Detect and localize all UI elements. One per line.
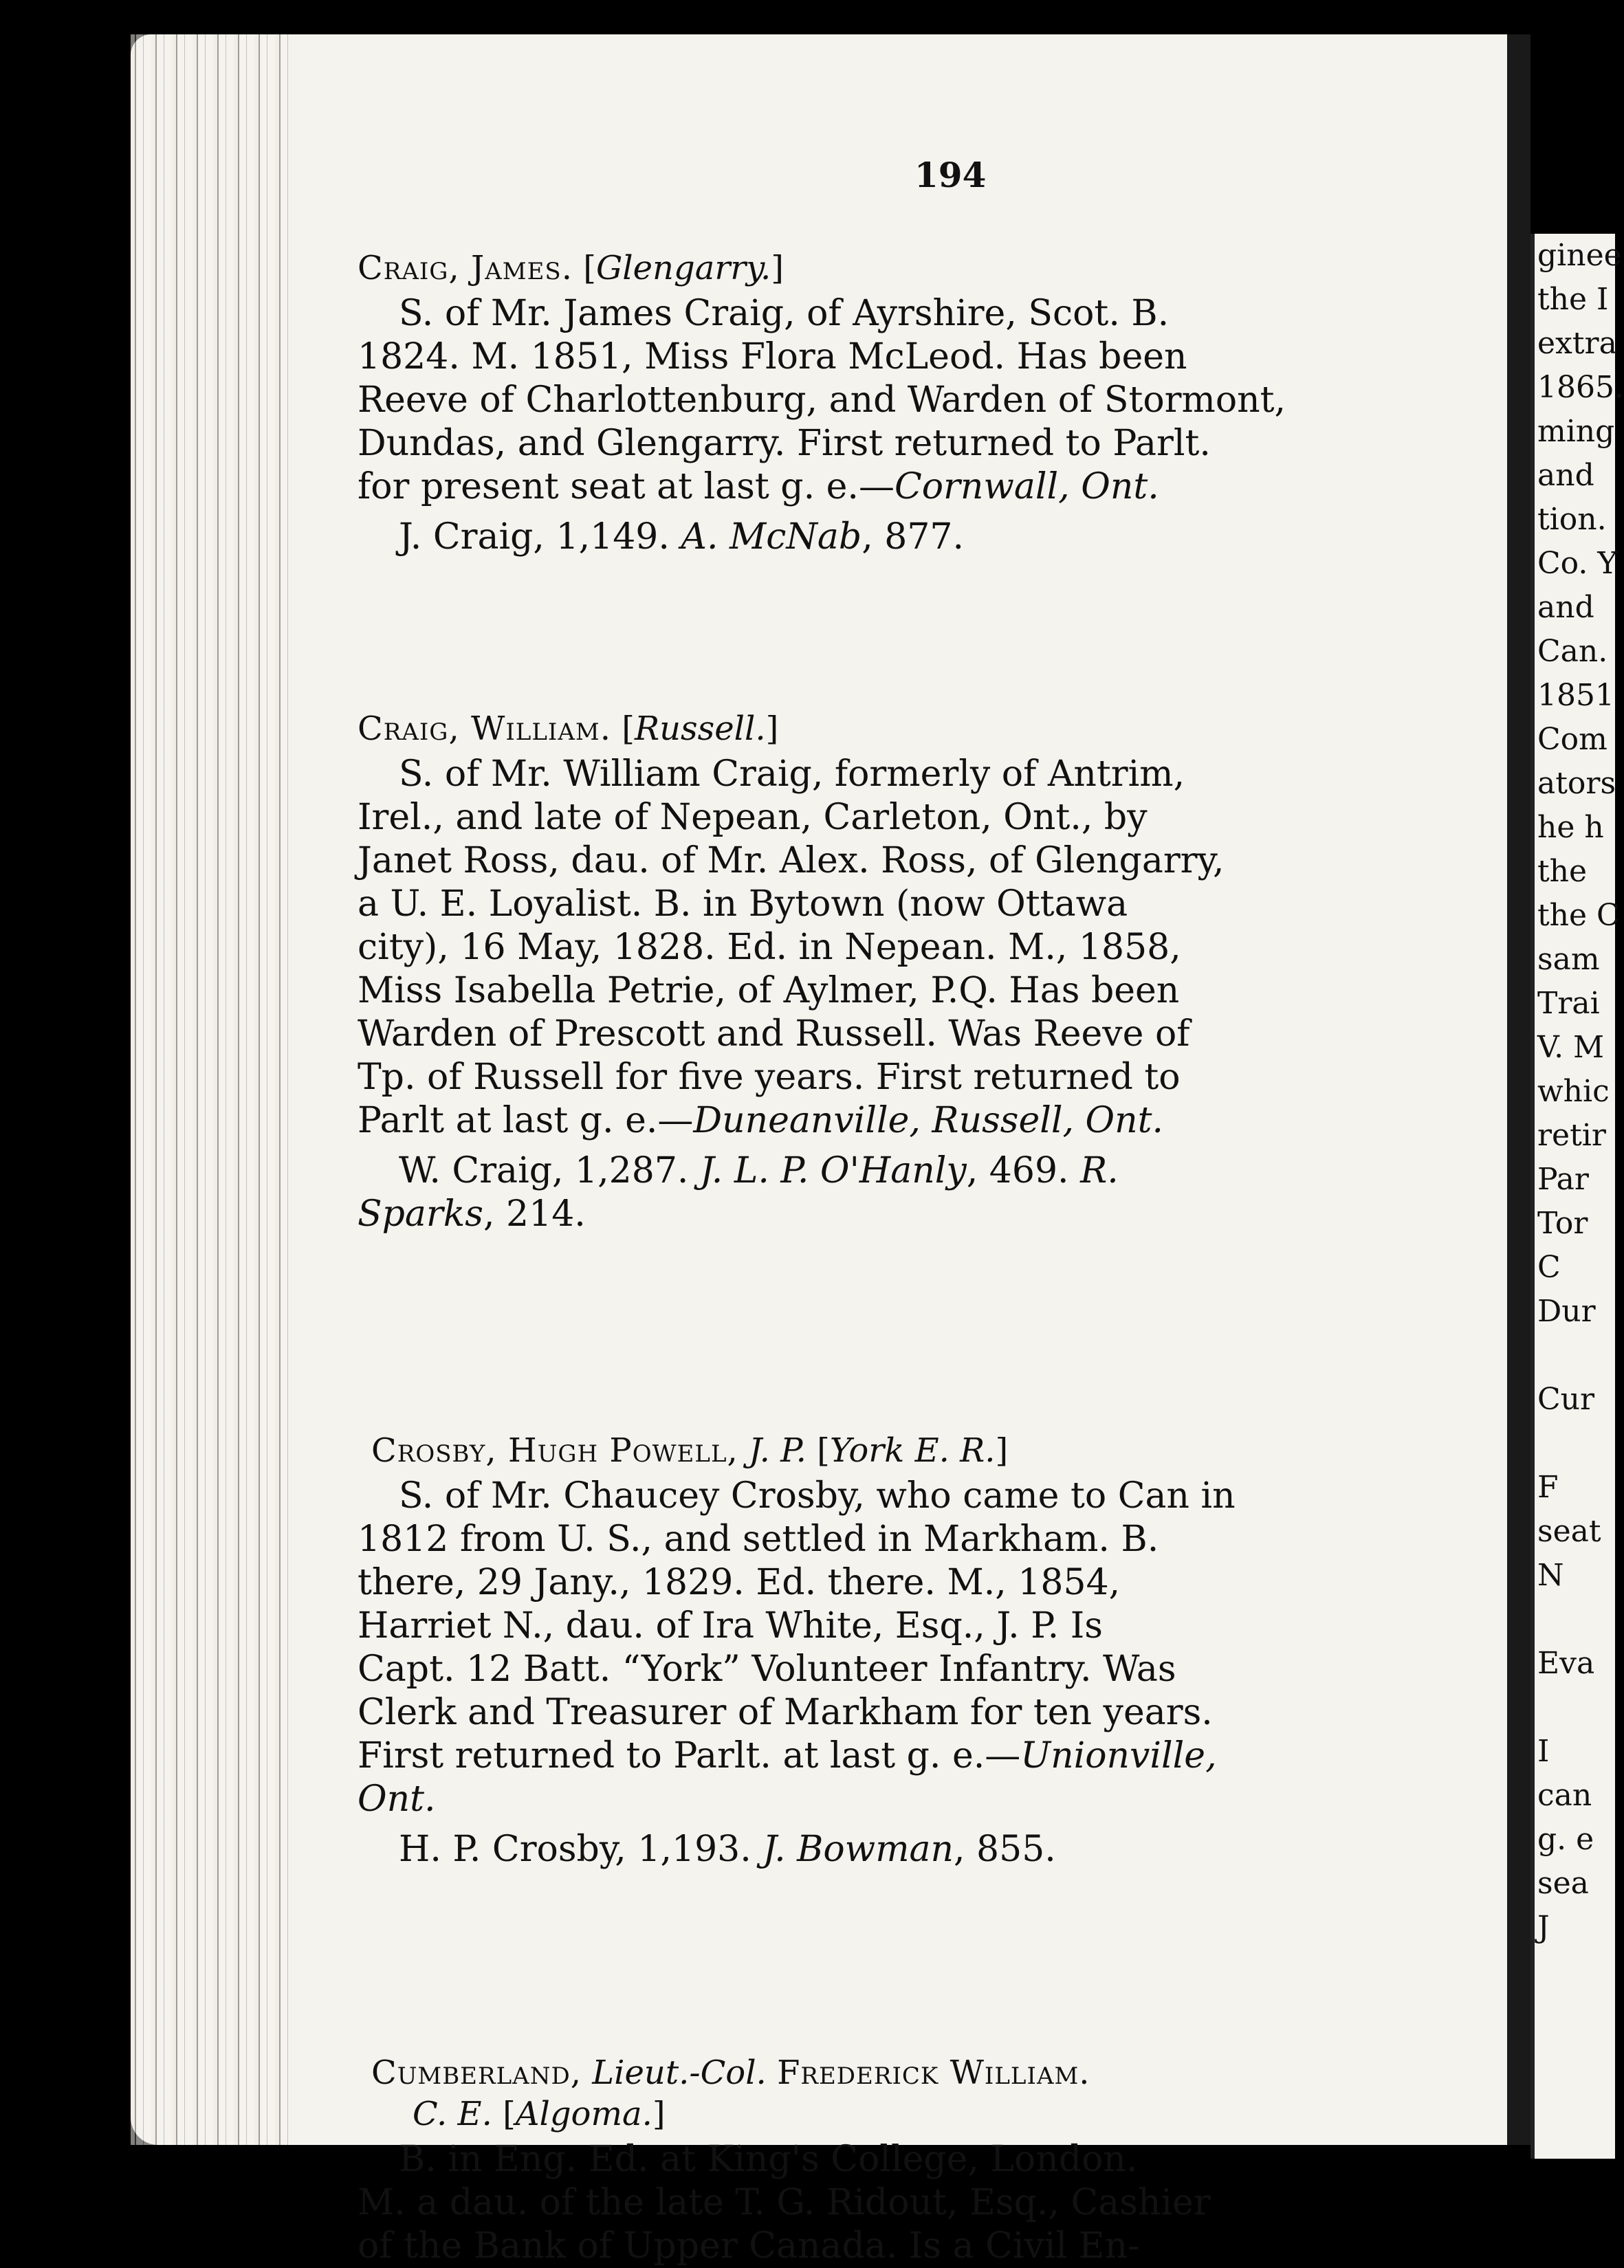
text-line	[358, 2225, 1211, 2268]
fragment-line: whic	[1537, 1074, 1610, 1109]
text-run: Janet Ross, dau. of Mr. Alex. Ross, of Glengarry,	[358, 840, 1225, 881]
text-run: Glengarry.	[595, 249, 771, 287]
text-run: Irel., and late of Nepean, Carleton, Ont., by	[358, 797, 1148, 838]
text-line	[358, 422, 1286, 465]
text-run: Unionville,	[1020, 1735, 1217, 1776]
text-run	[738, 1431, 749, 1470]
biographical-entry	[358, 2049, 1211, 2268]
text-run: S. of Mr. William Craig, formerly of Antrim,	[399, 753, 1185, 795]
text-line	[358, 839, 1225, 883]
text-run: a U. E. Loyalist. B. in Bytown (now Ottawa	[358, 883, 1128, 925]
text-line	[358, 379, 1286, 422]
text-run: Cumberland,	[371, 2054, 582, 2092]
text-run: Dundas, and Glengarry. First returned to Parlt.	[358, 423, 1211, 464]
fragment-line: Com	[1537, 722, 1607, 757]
fragment-line: J	[1537, 1910, 1550, 1945]
text-line	[358, 1605, 1236, 1648]
text-run: ]	[765, 709, 779, 748]
text-line	[358, 1056, 1225, 1099]
text-line	[358, 1735, 1236, 1778]
fragment-line: sam	[1537, 942, 1600, 977]
fragment-line	[1535, 1686, 1615, 1730]
text-line	[358, 292, 1286, 335]
fragment-line	[1535, 1598, 1615, 1642]
text-run: Algoma.	[515, 2095, 652, 2133]
text-line	[358, 926, 1225, 969]
fragment-line: C	[1537, 1250, 1561, 1285]
text-run: Ont.	[358, 1779, 436, 1820]
fragment-line: N	[1537, 1558, 1564, 1593]
fragment-line: seat	[1537, 1514, 1601, 1549]
text-line	[358, 2138, 1211, 2181]
text-run: Clerk and Treasurer of Markham for ten years.	[358, 1692, 1213, 1733]
fragment-line: F	[1537, 1470, 1559, 1505]
text-run: J. Bowman	[762, 1829, 954, 1870]
fragment-line: ming	[1537, 414, 1615, 449]
fragment-line: and	[1537, 458, 1594, 493]
text-run: Warden of Prescott and Russell. Was Reeve of	[358, 1013, 1190, 1055]
text-run: S. of Mr. James Craig, of Ayrshire, Scot. B.	[399, 293, 1170, 334]
text-line	[358, 516, 1286, 559]
text-line	[358, 465, 1286, 509]
fragment-line: 1865.	[1537, 370, 1624, 405]
text-line	[358, 1193, 1225, 1236]
fragment-line: the	[1537, 854, 1588, 889]
text-run: First returned to Parlt. at last g. e.—	[358, 1735, 1021, 1776]
page-gutter-edge	[131, 34, 289, 2145]
text-run	[582, 2054, 592, 2092]
entry-heading-continued	[358, 2090, 1211, 2138]
fragment-line: extra	[1537, 326, 1617, 361]
text-line	[358, 883, 1225, 926]
fragment-line: Cur	[1537, 1382, 1595, 1417]
entry-body	[358, 753, 1225, 1236]
fragment-line: and	[1537, 590, 1594, 625]
text-run: Frederick William.	[777, 2054, 1090, 2092]
biographical-entry	[358, 705, 1225, 1236]
text-run: [	[492, 2095, 516, 2133]
fragment-line: Eva	[1537, 1646, 1595, 1681]
fragment-line: 1851	[1537, 678, 1614, 713]
fragment-line: Par	[1537, 1162, 1589, 1197]
text-run: W. Craig, 1,287.	[399, 1150, 700, 1191]
fragment-line: Dur	[1537, 1294, 1596, 1329]
text-run: Miss Isabella Petrie, of Aylmer, P.Q. Has been	[358, 970, 1180, 1011]
text-line	[358, 1475, 1236, 1518]
fragment-line: V. M	[1537, 1030, 1605, 1065]
text-run: ]	[995, 1431, 1009, 1470]
text-run: A. McNab	[681, 516, 862, 558]
text-run	[767, 2054, 777, 2092]
text-run: of the Bank of Upper Canada. Is a Civil En-	[358, 2225, 1140, 2267]
text-line	[358, 1691, 1236, 1735]
fragment-line: ginee	[1537, 238, 1622, 273]
adjacent-page-fragment	[1530, 234, 1624, 2159]
text-run: Duneanville, Russell, Ont.	[693, 1100, 1164, 1141]
text-run: York E. R.	[829, 1431, 996, 1470]
text-line	[358, 796, 1225, 839]
text-run: C. E.	[413, 2095, 492, 2133]
text-line	[358, 1778, 1236, 1821]
text-run: Sparks	[358, 1193, 483, 1235]
adjacent-page-lines	[1535, 234, 1624, 1950]
fragment-line: Can.	[1537, 634, 1608, 669]
text-run: Tp. of Russell for five years. First returned to	[358, 1057, 1181, 1098]
fragment-line: I	[1537, 1734, 1550, 1769]
fragment-line: g. e	[1537, 1822, 1594, 1857]
text-line	[358, 1013, 1225, 1056]
fragment-line: Tor	[1537, 1206, 1588, 1241]
text-run: ]	[652, 2095, 666, 2133]
text-run: J. L. P. O'Hanly	[699, 1150, 967, 1191]
text-run: B. in Eng. Ed. at King's College, London.	[399, 2139, 1138, 2180]
text-run: for present seat at last g. e.—	[358, 466, 895, 507]
text-run: Parlt at last g. e.—	[358, 1100, 694, 1141]
text-run: Craig, William.	[358, 709, 611, 748]
text-run: Cornwall, Ont.	[894, 466, 1159, 507]
text-run: J. P.	[749, 1431, 806, 1470]
text-line	[358, 969, 1225, 1013]
text-run: city), 16 May, 1828. Ed. in Nepean. M., 1858,	[358, 927, 1181, 968]
text-line	[358, 1828, 1236, 1871]
text-line	[358, 1648, 1236, 1691]
text-run: Craig, James.	[358, 249, 573, 287]
fragment-line: tion.	[1537, 502, 1607, 537]
text-line	[358, 2181, 1211, 2225]
text-run: there, 29 Jany., 1829. Ed. there. M., 1854,	[358, 1562, 1121, 1603]
entry-body	[358, 1475, 1236, 1871]
text-run: M. a dau. of the late T. G. Ridout, Esq., Cashier	[358, 2182, 1211, 2223]
text-run: 1824. M. 1851, Miss Flora McLeod. Has been	[358, 336, 1187, 377]
entry-body	[358, 292, 1286, 559]
text-run: J. Craig, 1,149.	[399, 516, 681, 558]
text-run: ]	[771, 249, 784, 287]
fragment-line: he h	[1537, 810, 1604, 845]
text-run: Reeve of Charlottenburg, and Warden of Stormont,	[358, 379, 1286, 421]
text-run: Lieut.-Col.	[592, 2054, 767, 2092]
text-run: Russell.	[634, 709, 766, 748]
fragment-line: the I	[1537, 282, 1609, 317]
fragment-line: ators	[1537, 766, 1616, 801]
text-run: 1812 from U. S., and settled in Markham. B.	[358, 1519, 1159, 1560]
text-run: Harriet N., dau. of Ira White, Esq., J. P. Is	[358, 1605, 1103, 1647]
text-run: , 469.	[966, 1150, 1081, 1191]
text-run: [	[806, 1431, 830, 1470]
entry-heading	[358, 705, 1225, 753]
biographical-entry	[358, 244, 1286, 559]
fragment-line: the C	[1537, 898, 1620, 933]
text-line	[358, 1099, 1225, 1143]
text-run: R.	[1080, 1150, 1119, 1191]
entry-heading	[358, 244, 1286, 292]
text-line	[358, 753, 1225, 796]
fragment-line: Trai	[1537, 986, 1600, 1021]
text-run: [	[611, 709, 635, 748]
text-line	[358, 1149, 1225, 1193]
text-run: S. of Mr. Chaucey Crosby, who came to Can in	[399, 1475, 1236, 1517]
fragment-line: retir	[1537, 1118, 1606, 1153]
text-line	[358, 1518, 1236, 1561]
entry-heading	[358, 1427, 1236, 1475]
text-run: , 855.	[954, 1829, 1056, 1870]
text-line	[358, 1561, 1236, 1605]
text-run: Crosby, Hugh Powell,	[371, 1431, 738, 1470]
fragment-line: sea	[1537, 1866, 1589, 1901]
fragment-line: can	[1537, 1778, 1592, 1813]
entry-body	[358, 2138, 1211, 2268]
text-run: H. P. Crosby, 1,193.	[399, 1829, 763, 1870]
text-run: Capt. 12 Batt. “York” Volunteer Infantry. Was	[358, 1649, 1176, 1690]
page-number: 194	[914, 155, 987, 195]
book-spine-shadow	[1507, 34, 1530, 2145]
fragment-line: Co. Y	[1537, 546, 1618, 581]
text-run: , 214.	[483, 1193, 586, 1235]
fragment-line	[1535, 1334, 1615, 1378]
biographical-entry	[358, 1427, 1236, 1871]
fragment-line	[1535, 1422, 1615, 1466]
text-run: [	[572, 249, 596, 287]
text-line	[358, 335, 1286, 379]
text-run: , 877.	[862, 516, 965, 558]
